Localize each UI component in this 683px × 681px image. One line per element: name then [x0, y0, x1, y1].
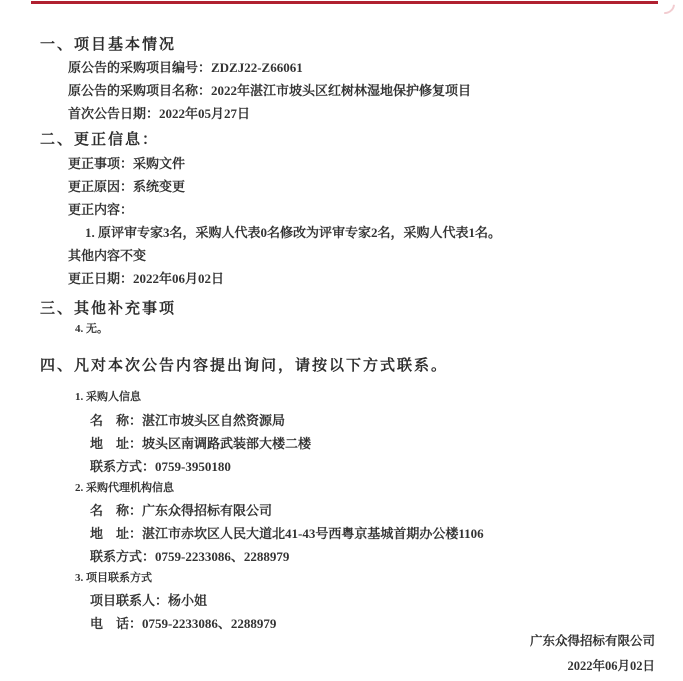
footer-date: 2022年06月02日 [567, 659, 655, 673]
agency-name: 名 称：广东众得招标有限公司 [90, 503, 273, 518]
agency-contact: 联系方式：0759-2233086、2288979 [90, 549, 290, 564]
correction-content-label: 更正内容： [68, 202, 134, 217]
other-content-unchanged: 其他内容不变 [68, 248, 147, 263]
footer-company-name: 广东众得招标有限公司 [529, 634, 655, 648]
corner-curl-mark [651, 0, 679, 18]
original-project-number: 原公告的采购项目编号：ZDZJ22-Z66061 [68, 60, 303, 75]
top-red-divider [31, 1, 658, 4]
purchaser-name: 名 称：湛江市坡头区自然资源局 [90, 413, 286, 428]
project-contact-title: 3. 项目联系方式 [75, 572, 152, 584]
correction-reason: 更正原因：系统变更 [68, 179, 186, 194]
purchaser-address: 地 址：坡头区南调路武装部大楼二楼 [90, 436, 312, 451]
original-project-name: 原公告的采购项目名称：2022年湛江市坡头区红树林湿地保护修复项目 [68, 83, 472, 98]
correction-item: 更正事项：采购文件 [68, 156, 186, 171]
section3-note: 4. 无。 [75, 323, 108, 335]
section1-heading: 一、项目基本情况 [40, 37, 177, 53]
purchaser-info-title: 1. 采购人信息 [75, 391, 141, 403]
project-contact-phone: 电 话：0759-2233086、2288979 [90, 616, 277, 631]
first-announcement-date: 首次公告日期：2022年05月27日 [68, 106, 251, 121]
agency-address: 地 址：湛江市赤坎区人民大道北41-43号西粤京基城首期办公楼1106 [90, 526, 484, 541]
correction-date: 更正日期：2022年06月02日 [68, 271, 225, 286]
project-contact-person: 项目联系人：杨小姐 [90, 593, 208, 608]
purchaser-contact: 联系方式：0759-3950180 [90, 459, 231, 474]
section3-heading: 三、其他补充事项 [40, 301, 177, 317]
agency-info-title: 2. 采购代理机构信息 [75, 482, 174, 494]
correction-content-detail: 1. 原评审专家3名，采购人代表0名修改为评审专家2名，采购人代表1名。 [85, 225, 502, 240]
section4-heading: 四、凡对本次公告内容提出询问，请按以下方式联系。 [40, 358, 449, 374]
section2-heading: 二、更正信息： [40, 132, 160, 148]
